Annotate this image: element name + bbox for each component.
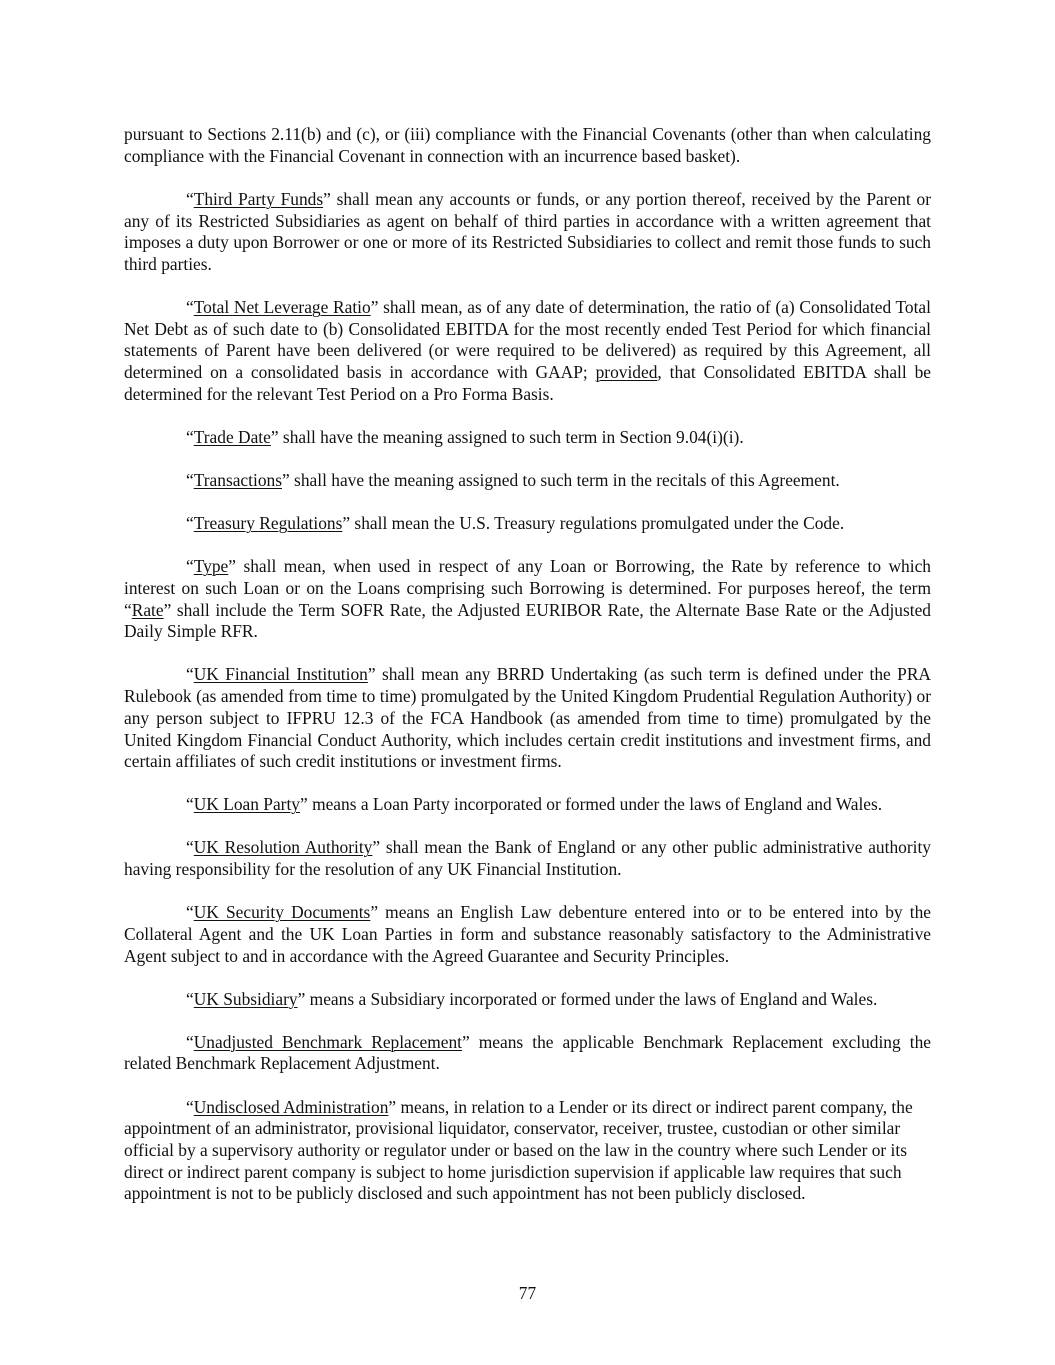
intro-paragraph: [124, 124, 931, 167]
open-quote: “: [186, 188, 194, 209]
open-quote: “: [186, 988, 194, 1009]
definition-text: ” shall mean, when used in respect of any Loan or Borrowing, the Rate by reference to which interest on such Loan or on the Loans comprising such Borrowing is determined. For purposes hereof, the term “: [124, 556, 931, 620]
document-page: [124, 124, 931, 1226]
definition-uk-security-documents: [124, 902, 931, 967]
open-quote: “: [186, 470, 194, 490]
definition-third-party-funds: [124, 189, 931, 276]
definition-text: ” shall mean, as of any date of determination, the ratio of (a) Consolidated Total Net Debt as of such date to (b) Consolidated EBITDA for the most recently ended Test Period for which financial statements of Parent have been delivered (or were required to be delivered) as required by this Agreement, all determined on a consolidated basis in accordance with GAAP;: [124, 297, 931, 383]
definition-text: ” shall mean the Bank of England or any other public administrative authority having responsibility for the resolution of any UK Financial Institution.: [124, 837, 931, 880]
page-number: 77: [518, 1283, 537, 1303]
definition-undisclosed-administration: [124, 1097, 931, 1206]
open-quote: “: [186, 794, 194, 815]
definition-uk-loan-party: [124, 794, 931, 816]
inline-term-provided: provided: [595, 362, 658, 383]
definition-transactions: [124, 470, 931, 492]
defined-term: UK Resolution Authority: [193, 837, 373, 858]
open-quote: “: [186, 513, 194, 534]
definition-text: ” shall have the meaning assigned to such term in Section 9.04(i)(i).: [270, 426, 744, 447]
defined-term: Third Party Funds: [193, 188, 324, 209]
defined-term: Transactions: [193, 470, 282, 490]
definition-text: ” shall mean any accounts or funds, or any portion thereof, received by the Parent or any of its Restricted Subsidiaries as agent on behalf of third parties in accordance with a written agreement that imposes a duty upon Borrower or one or more of its Restricted Subsidiaries to collect and remit those funds to such third parties.: [124, 188, 931, 274]
definition-text: ” means, in relation to a Lender or its direct or indirect parent company, the appointment of an administrator, provisional liquidator, conservator, receiver, trustee, custodian or other similar official by a supervisory authority or regulator under or based on the law in the country where such Lender or its direct or indirect parent company is subject to home jurisdiction supervision if applicable law requires that such appointment is not to be publicly disclosed and such appointment has not been publicly disclosed.: [124, 1096, 913, 1204]
definition-uk-financial-institution: [124, 664, 931, 773]
definition-uk-subsidiary: [124, 989, 931, 1011]
definition-text: ” shall mean the U.S. Treasury regulations promulgated under the Code.: [342, 513, 845, 534]
defined-term: Undisclosed Administration: [193, 1096, 389, 1117]
intro-text: pursuant to Sections 2.11(b) and (c), or (iii) compliance with the Financial Covenants (other than when calculating compliance with the Financial Covenant in connection with an incurrence based basket).: [124, 124, 931, 166]
defined-term: UK Subsidiary: [193, 988, 298, 1009]
defined-term: Trade Date: [193, 426, 271, 447]
inline-term-rate: Rate: [131, 599, 164, 620]
definition-total-net-leverage-ratio: [124, 297, 931, 406]
definition-unadjusted-benchmark-replacement: [124, 1032, 931, 1075]
definition-text: ” shall mean any BRRD Undertaking (as such term is defined under the PRA Rulebook (as amended from time to time) promulgated by the United Kingdom Prudential Regulation Authority) or any person subject to IFPRU 12.3 of the FCA Handbook (as amended from time to time) promulgated by the United Kingdom Financial Conduct Authority, which includes certain credit institutions and investment firms, and certain affiliates of such credit institutions or investment firms.: [124, 664, 931, 772]
open-quote: “: [186, 297, 194, 317]
open-quote: “: [186, 837, 194, 858]
defined-term: UK Security Documents: [193, 902, 371, 923]
definition-text: ” shall have the meaning assigned to such term in the recitals of this Agreement.: [281, 470, 840, 490]
definition-uk-resolution-authority: [124, 837, 931, 880]
defined-term: Type: [193, 556, 229, 577]
defined-term: UK Loan Party: [193, 794, 300, 815]
open-quote: “: [186, 664, 194, 685]
definition-text-after: ” shall include the Term SOFR Rate, the Adjusted EURIBOR Rate, the Alternate Base Rate or the Adjusted Daily Simple RFR.: [124, 599, 931, 642]
open-quote: “: [186, 556, 194, 577]
defined-term: UK Financial Institution: [193, 664, 368, 685]
definition-treasury-regulations: [124, 513, 931, 535]
defined-term: Treasury Regulations: [193, 513, 343, 534]
definition-text-after: , that Consolidated EBITDA shall be determined for the relevant Test Period on a Pro Forma Basis.: [124, 362, 931, 404]
definition-type: [124, 556, 931, 643]
defined-term: Unadjusted Benchmark Replacement: [193, 1031, 462, 1052]
defined-term: Total Net Leverage Ratio: [193, 297, 371, 317]
definition-text: ” means a Loan Party incorporated or formed under the laws of England and Wales.: [300, 794, 883, 815]
open-quote: “: [186, 426, 194, 447]
definition-text: ” means a Subsidiary incorporated or formed under the laws of England and Wales.: [297, 988, 878, 1009]
open-quote: “: [186, 1031, 194, 1052]
open-quote: “: [186, 1096, 194, 1117]
open-quote: “: [186, 902, 194, 923]
definition-trade-date: [124, 427, 931, 449]
definition-text: ” means an English Law debenture entered into or to be entered into by the Collateral Agent and the UK Loan Parties in form and substance reasonably satisfactory to the Administrative Agent subject to and in accordance with the Agreed Guarantee and Security Principles.: [124, 902, 931, 966]
definition-text: ” means the applicable Benchmark Replacement excluding the related Benchmark Replacement Adjustment.: [124, 1031, 931, 1074]
